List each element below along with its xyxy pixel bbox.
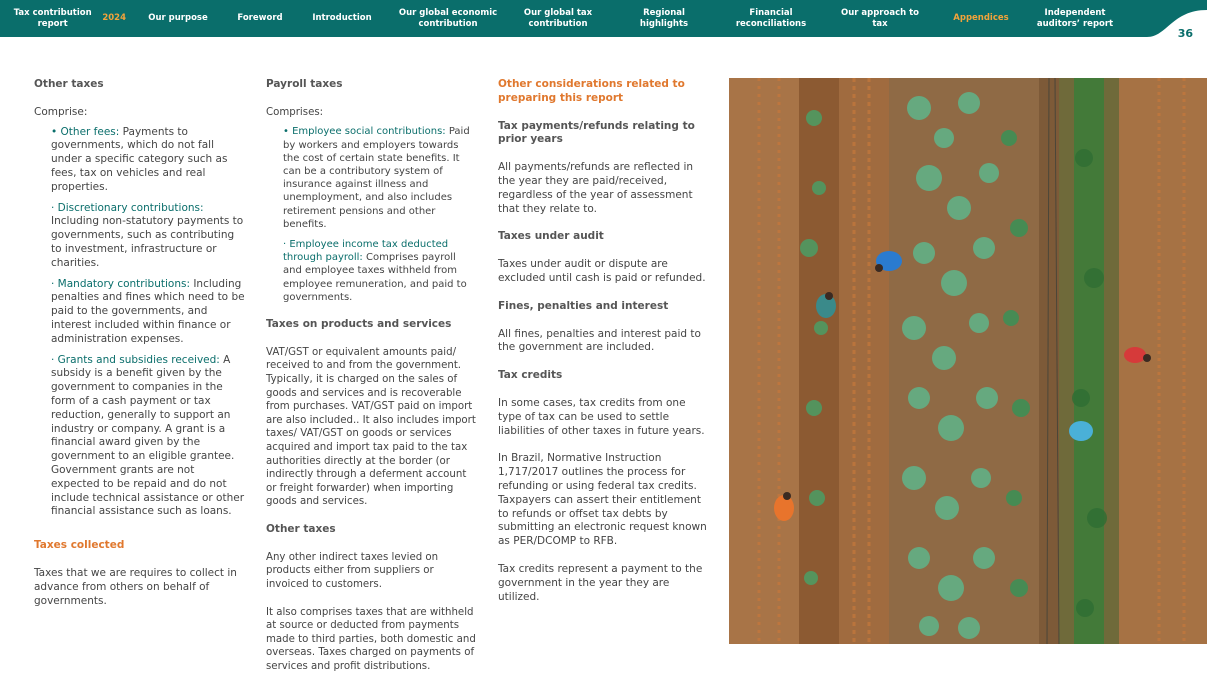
nav-global-economic-contribution[interactable]: Our global economic contribution [398,7,498,29]
term-label: • Employee social contributions: [283,126,446,138]
nav-financial-reconciliations[interactable]: Financial reconciliations [735,7,807,29]
aerial-farm-photo [729,78,1207,644]
report-year: 2024 [102,13,126,23]
heading-taxes-collected: Taxes collected [34,539,125,552]
nav-independent-auditors-report[interactable]: Independent auditors’ report [1036,7,1114,29]
paragraph: Taxes that we are requires to collect in advance from others on behalf of governments. [34,566,237,607]
heading-taxes-under-audit: Taxes under audit [498,230,604,243]
paragraph: It also comprises taxes that are withheld at source or deducted from payments made to third parties, both domestic and overseas. Taxes charged on payments of services and profit distributions. [266,606,476,672]
paragraph: In Brazil, Normative Instruction 1,717/2017 outlines the process for refunding or using federal tax credits. Taxpayers can assert their entitlement to refunds or offset tax debts by submitting an electronic request known as PER/DCOMP to RFB. [498,452,707,548]
page-number: 36 [1177,27,1193,40]
list-item [34,354,246,520]
term-text: Payments to governments, which do not fall under a specific category such as fees, tax on vehicles and real properties. [51,125,228,193]
nav-regional-highlights[interactable]: Regional highlights [639,7,689,29]
heading-prior-years: Tax payments/refunds relating to prior years [498,119,695,146]
nav-global-tax-contribution[interactable]: Our global tax contribution [523,7,593,29]
farm-field-illustration [729,78,1207,644]
top-navigation [0,0,1207,37]
worker-cyan [1069,421,1093,441]
nav-introduction[interactable]: Introduction [312,13,372,23]
heading-payroll-taxes: Payroll taxes [266,78,343,90]
intro-text: Comprise: [34,105,88,118]
paragraph: Tax credits represent a payment to the government in the year they are utilized. [498,562,703,603]
list-item [34,202,246,271]
list-item [34,126,246,195]
paragraph: Taxes under audit or dispute are excluded until cash is paid or refunded. [498,258,706,284]
term-text: Paid by workers and employers towards the cost of certain state benefits. It can be a contributory system of insurance against illness and unemployment, and also includes retirement pensions and other benefits. [283,126,470,230]
term-text: Including penalties and fines which need to be paid to the governments, and interest included within finance or administration expenses. [51,277,245,345]
list-item [266,125,476,231]
intro-text: Comprises: [266,106,324,118]
paragraph: Any other indirect taxes levied on products either from suppliers or invoiced to customers. [266,551,439,590]
paragraph: In some cases, tax credits from one type of tax can be used to settle liabilities of other taxes in future years. [498,396,705,437]
term-label: · Grants and subsidies received: [51,353,220,366]
heading-fines-penalties: Fines, penalties and interest [498,299,669,312]
heading-other-taxes-2: Other taxes [266,522,336,535]
heading-other-taxes: Other taxes [34,78,104,90]
column-other-taxes [34,78,246,622]
paragraph: All fines, penalties and interest paid to the government are included. [498,327,701,354]
term-text: A subsidy is a benefit given by the government to companies in the form of a cash payment or tax reduction, generally to support an industry or company. A grant is a financial award given by the government to an eligible grantee. Government grants are not expected to be repaid and do not include technical assistance or other financial assistance such as loans. [51,353,245,518]
column-other-considerations [498,78,710,618]
heading-other-considerations: Other considerations related to preparing this report [498,78,685,104]
paragraph: All payments/refunds are reflected in the year they are paid/received, regardless of the year of assessment that they relate to. [498,161,694,215]
heading-products-services: Taxes on products and services [266,318,452,331]
heading-tax-credits: Tax credits [498,369,563,382]
report-title-link[interactable] [6,0,126,37]
nav-appendices[interactable]: Appendices [953,13,1009,23]
term-text: Including non-statutory payments to governments, such as contributing to investment, infrastructure or charities. [51,215,244,269]
term-label: · Mandatory contributions: [51,277,190,290]
photo-credit [718,78,728,168]
term-label: · Employee income tax deducted through payroll: [283,239,449,264]
term-text: Comprises payroll and employee taxes withheld from employee remuneration, and paid to governments. [283,252,467,303]
nav-our-purpose[interactable]: Our purpose [148,13,208,23]
term-label: • Other fees: [51,125,120,138]
report-title: Tax contribution report [13,7,92,29]
column-payroll-taxes [266,78,476,688]
nav-approach-to-tax[interactable]: Our approach to tax [840,7,920,29]
list-item [266,238,476,304]
term-label: · Discretionary contributions: [51,201,204,214]
paragraph: VAT/GST or equivalent amounts paid/ received to and from the government. Typically, it is charged on the sales of goods and services and is recoverable from purchases. VAT/GST paid on import are also included.. It also includes import taxes/ VAT/GST on goods or services acquired and import tax paid to the tax authorities directly at the border (or indirectly through a deferment account or freight forwarder) when importing goods and services. [266,346,476,508]
list-item [34,278,246,347]
nav-foreword[interactable]: Foreword [237,13,283,23]
